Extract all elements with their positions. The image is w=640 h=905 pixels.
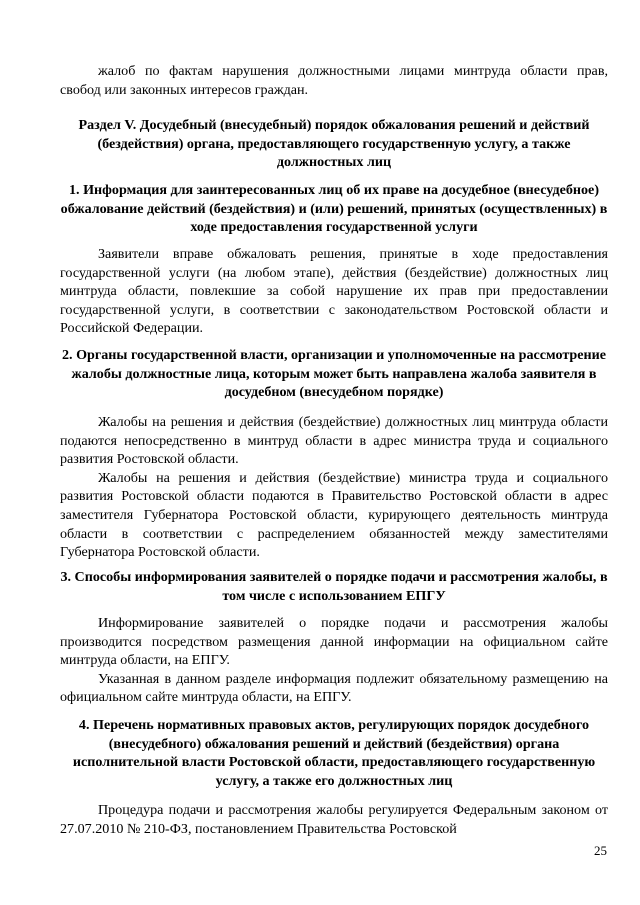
subsection-4-heading: 4. Перечень нормативных правовых актов, регулирующих порядок досудебного (внесудебного) обжалования решений и действий (бездействия) органа исполнительной власти Ростовской области, предоставляющего государственную услугу, а также его должностных лиц	[72, 717, 596, 789]
subsection-3-heading: 3. Способы информирования заявителей о порядке подачи и рассмотрения жалобы, в том числе с использованием ЕПГУ	[60, 569, 608, 604]
subsection-2-heading: 2. Органы государственной власти, организации и уполномоченные на рассмотрение жалобы должностные лица, которым может быть направлена жалоба заявителя в досудебном (внесудебном порядке)	[61, 347, 607, 401]
paragraph: Заявители вправе обжаловать решения, принятые в ходе предоставления государственной услуги (на любом этапе), действия (бездействие) должностных лиц минтруда области, повлекшие за собой нарушение их прав при предоставлении государственной услуги, в соответствии с законодательством Ростовской области и Российской Федерации.	[60, 246, 608, 337]
subsection-4-body	[60, 801, 608, 838]
paragraph: Информирование заявителей о порядке подачи и рассмотрения жалобы производится посредством размещения данной информации на официальном сайте минтруда области, на ЕПГУ.	[60, 615, 608, 669]
subsection-3-body	[60, 614, 608, 707]
paragraph: Жалобы на решения и действия (бездействие) министра труда и социального развития Ростовской области подаются в Правительство Ростовской области в адрес заместителя Губернатора Ростовской области, курирующего деятельность минтруда области в соответствии с распределением обязанностей между заместителями Губернатора Ростовской области.	[60, 469, 608, 561]
subsection-1-body	[60, 245, 608, 338]
paragraph: Процедура подачи и рассмотрения жалобы регулируется Федеральным законом от 27.07.2010 № 210-ФЗ, постановлением Правительства Ростовской	[60, 802, 608, 837]
intro-line-1: жалоб по фактам нарушения должностными лицами минтруда области прав,	[98, 63, 608, 79]
page-number: 25	[594, 843, 607, 858]
paragraph: Жалобы на решения и действия (бездействие) должностных лиц минтруда области подаются непосредственно в минтруд области в адрес министра труда и социального развития Ростовской области.	[60, 414, 608, 468]
intro-paragraph	[60, 62, 608, 99]
subsection-2-body	[60, 413, 608, 562]
subsection-1-heading: 1. Информация для заинтересованных лиц об их праве на досудебное (внесудебное) обжалование действий (бездействия) и (или) решений, принятых (осуществленных) в ходе предоставления государственной услуги	[60, 182, 608, 236]
intro-line-2: свобод или законных интересов граждан.	[60, 81, 309, 98]
paragraph: Указанная в данном разделе информация подлежит обязательному размещению на официальном сайте минтруда области, на ЕПГУ.	[60, 670, 608, 706]
section-title: Раздел V. Досудебный (внесудебный) порядок обжалования решений и действий (бездействия) органа, предоставляющего государственную услугу, а также должностных лиц	[78, 117, 590, 171]
